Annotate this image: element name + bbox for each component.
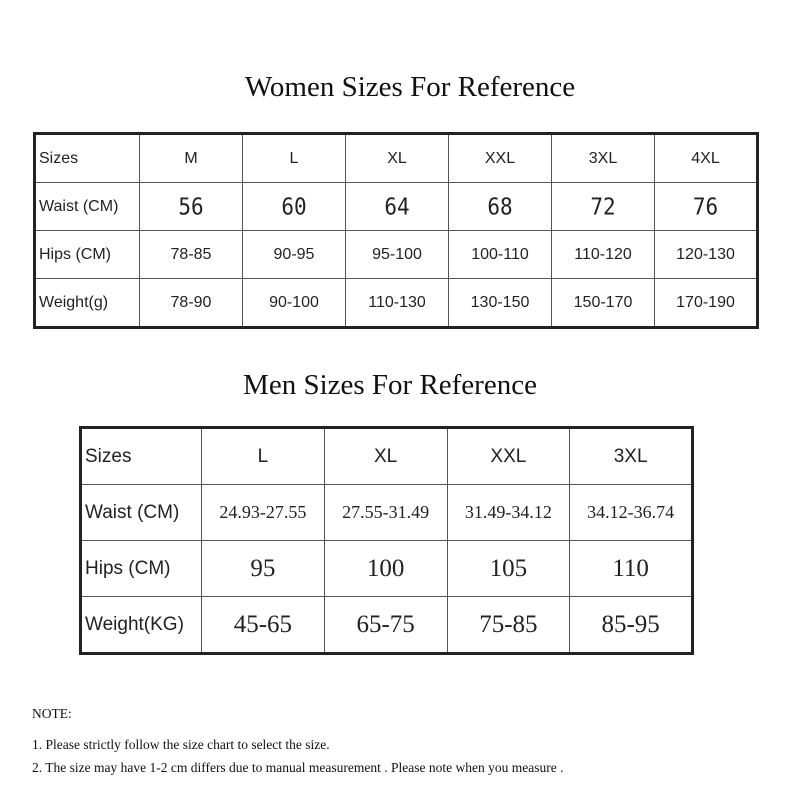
table-cell: XXL xyxy=(449,134,552,183)
table-cell: 110 xyxy=(570,541,693,597)
men-size-title: Men Sizes For Reference xyxy=(243,369,537,401)
table-row xyxy=(35,134,758,183)
women-size-table xyxy=(33,132,759,329)
table-row xyxy=(81,428,693,485)
table-row xyxy=(81,485,693,541)
table-cell: 110-120 xyxy=(552,231,655,279)
table-cell: 130-150 xyxy=(449,279,552,328)
table-cell: L xyxy=(243,134,346,183)
table-cell: 75-85 xyxy=(447,597,570,654)
table-cell: 100-110 xyxy=(449,231,552,279)
note-item: 2. The size may have 1-2 cm differs due to manual measurement . Please note when you measure . xyxy=(32,760,564,775)
table-cell: 60 xyxy=(243,180,346,233)
table-cell: 150-170 xyxy=(552,279,655,328)
table-cell: 78-85 xyxy=(140,231,243,279)
table-cell: XL xyxy=(346,134,449,183)
table-cell: 45-65 xyxy=(202,597,325,654)
table-cell: 120-130 xyxy=(655,231,758,279)
row-label: Sizes xyxy=(81,428,202,485)
row-label: Waist (CM) xyxy=(81,485,202,541)
table-cell: 3XL xyxy=(570,428,693,485)
table-row xyxy=(81,597,693,654)
men-size-table xyxy=(79,426,694,655)
row-label: Sizes xyxy=(35,134,140,183)
row-label: Weight(KG) xyxy=(81,597,202,654)
women-size-title: Women Sizes For Reference xyxy=(244,71,576,103)
table-cell: 95 xyxy=(202,541,325,597)
note-item: 1. Please strictly follow the size chart to select the size. xyxy=(32,737,330,752)
row-label: Weight(g) xyxy=(35,279,140,328)
table-cell: 24.93-27.55 xyxy=(202,485,325,541)
note-heading: NOTE: xyxy=(32,706,72,721)
table-cell: XL xyxy=(324,428,447,485)
table-cell: 100 xyxy=(324,541,447,597)
row-label: Hips (CM) xyxy=(81,541,202,597)
row-label: Waist (CM) xyxy=(35,183,140,231)
table-cell: XXL xyxy=(447,428,570,485)
table-cell: 90-95 xyxy=(243,231,346,279)
table-cell: 64 xyxy=(346,180,449,233)
table-cell: 76 xyxy=(655,180,758,233)
table-row xyxy=(35,279,758,328)
table-cell: 85-95 xyxy=(570,597,693,654)
table-cell: 31.49-34.12 xyxy=(447,485,570,541)
table-cell: 34.12-36.74 xyxy=(570,485,693,541)
table-cell: 95-100 xyxy=(346,231,449,279)
table-row xyxy=(35,231,758,279)
table-cell: 27.55-31.49 xyxy=(324,485,447,541)
table-cell: 72 xyxy=(552,180,655,233)
table-cell: 105 xyxy=(447,541,570,597)
table-row xyxy=(35,183,758,231)
table-cell: 170-190 xyxy=(655,279,758,328)
table-cell: 110-130 xyxy=(346,279,449,328)
table-row xyxy=(81,541,693,597)
table-cell: 56 xyxy=(140,180,243,233)
table-cell: 65-75 xyxy=(324,597,447,654)
table-cell: 90-100 xyxy=(243,279,346,328)
table-cell: 68 xyxy=(449,180,552,233)
row-label: Hips (CM) xyxy=(35,231,140,279)
table-cell: L xyxy=(202,428,325,485)
table-cell: 4XL xyxy=(655,134,758,183)
table-cell: 78-90 xyxy=(140,279,243,328)
table-cell: M xyxy=(140,134,243,183)
table-cell: 3XL xyxy=(552,134,655,183)
